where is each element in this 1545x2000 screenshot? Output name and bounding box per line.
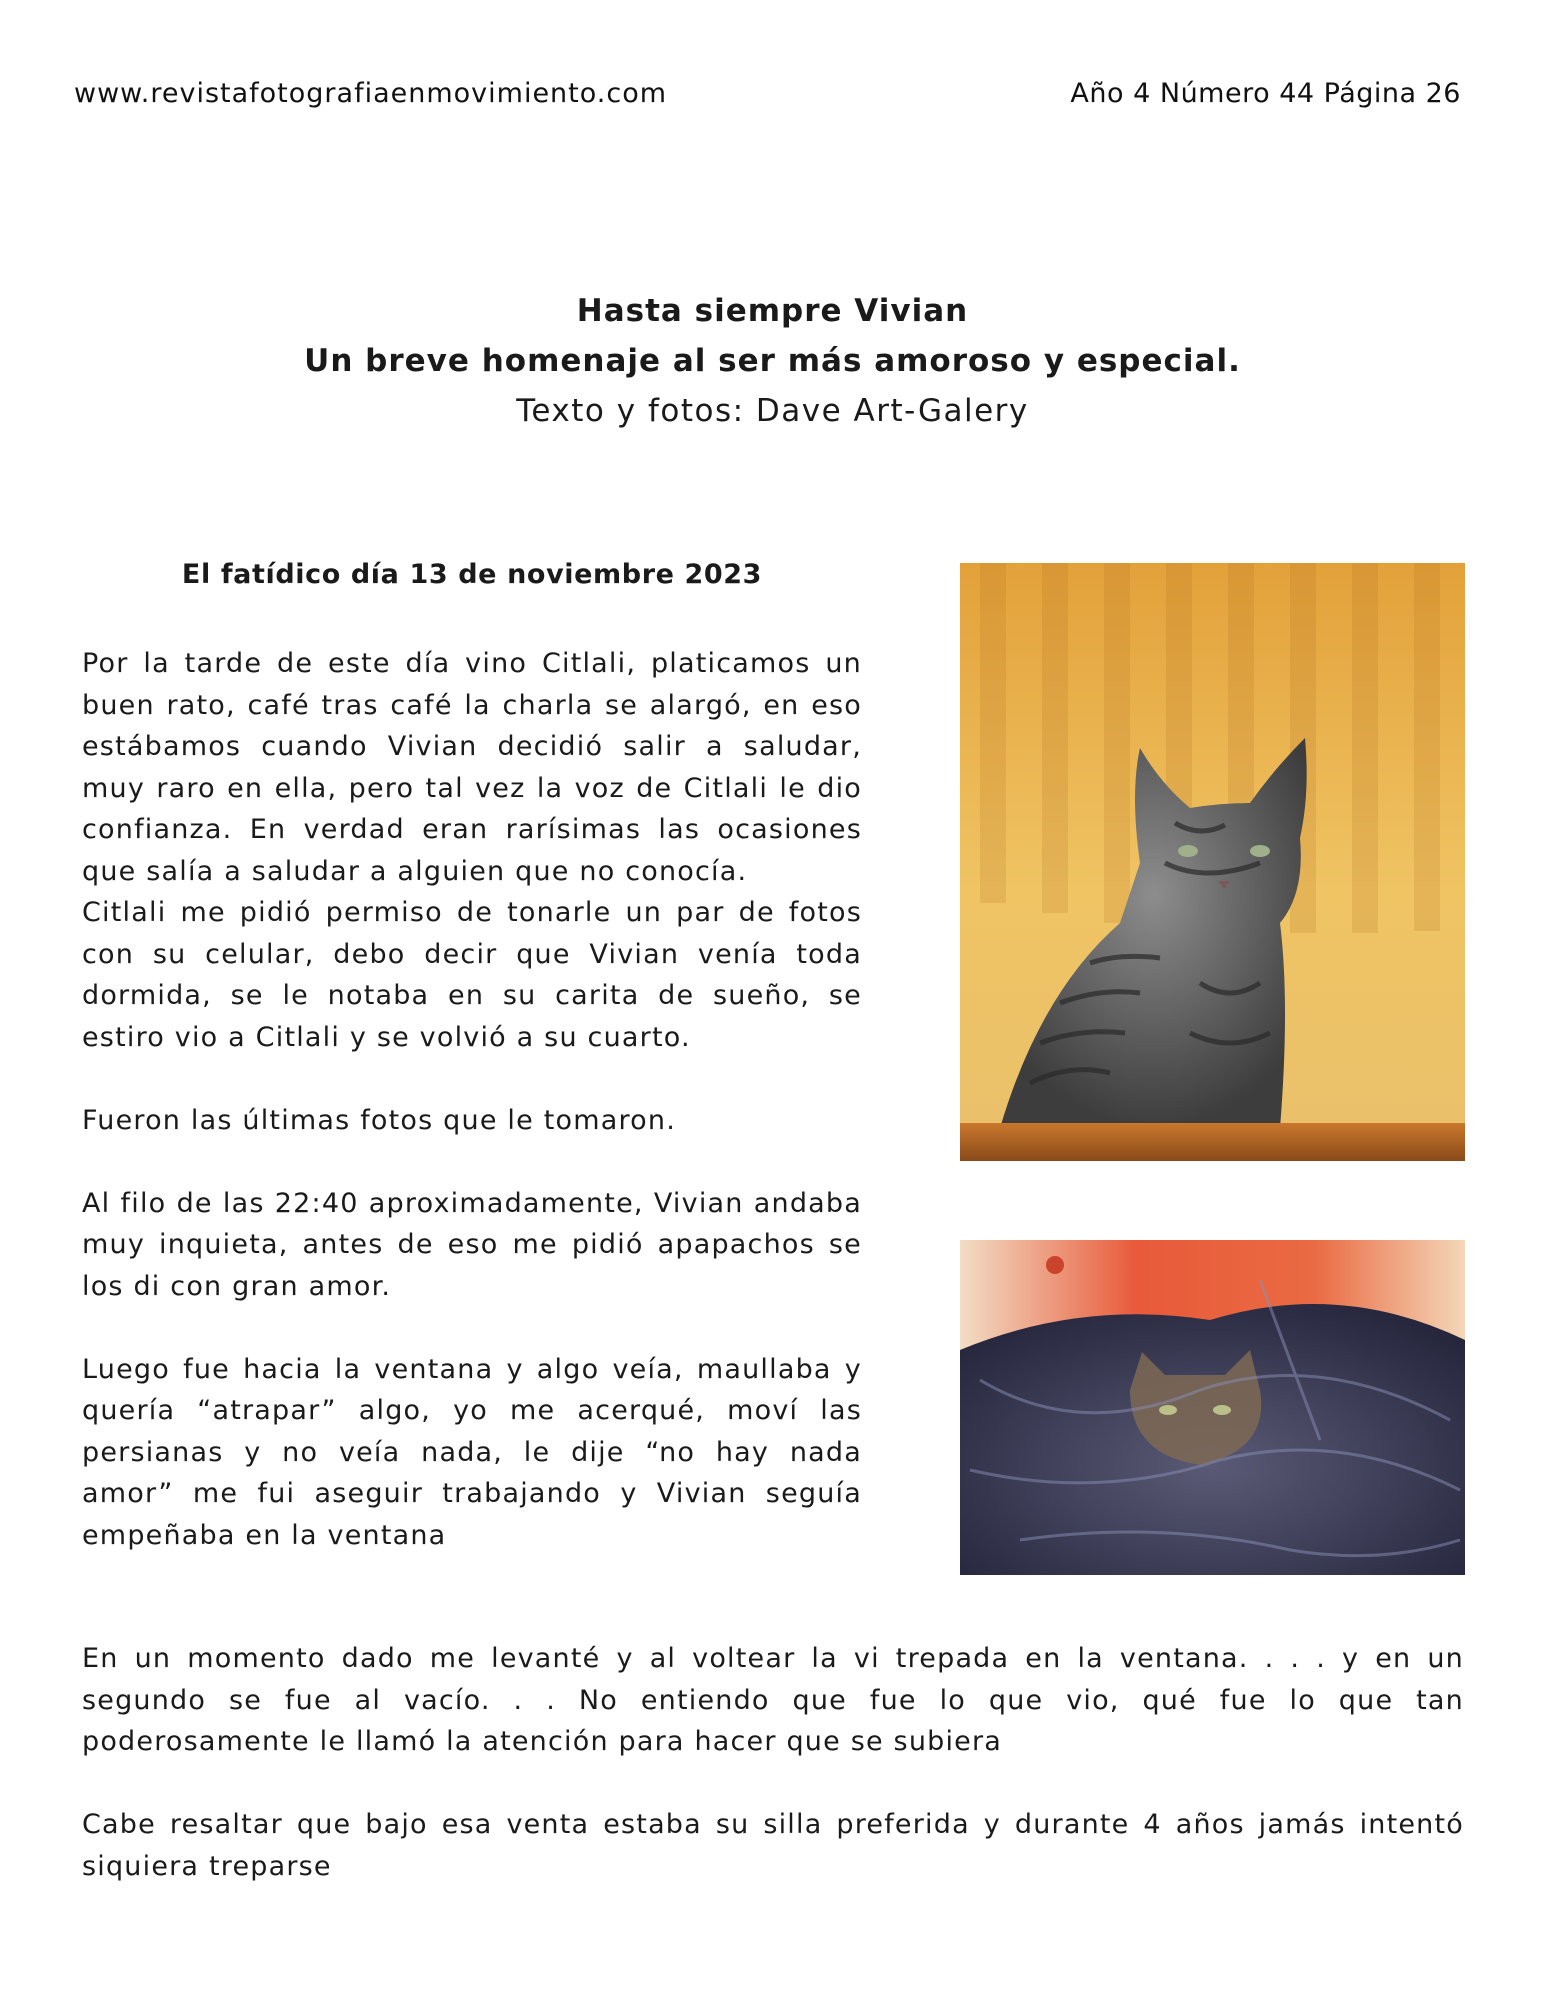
website-url[interactable]: www.revistafotografiaenmovimiento.com bbox=[74, 78, 668, 109]
paragraph: Luego fue hacia la ventana y algo veía, maullaba y quería “atrapar” algo, yo me acerqué, moví las persianas y no veía nada, le dije “no hay nada amor” me fui aseguir trabajando y Vivian seguía empeñaba en la ventana bbox=[82, 1353, 862, 1551]
paragraph: Al filo de las 22:40 aproximadamente, Vivian andaba muy inquieta, antes de eso me pidió apapachos se los di con gran amor. bbox=[82, 1187, 862, 1302]
paragraph: Cabe resaltar que bajo esa venta estaba su silla preferida y durante 4 años jamás intentó siquiera treparse bbox=[82, 1809, 1464, 1882]
paragraph: En un momento dado me levanté y al voltear la vi trepada en la ventana. . . . y en un segundo se fue al vacío. . . No entiendo que fue lo que vio, qué fue lo que tan poderosamente le llamó la atención para hacer que se subiera bbox=[82, 1643, 1464, 1757]
tabby-cat-under-organza-photo bbox=[960, 1240, 1465, 1575]
article-title: Hasta siempre Vivian bbox=[576, 293, 969, 329]
section-heading: El fatídico día 13 de noviembre 2023 bbox=[181, 559, 763, 590]
issue-info: Año 4 Número 44 Página 26 bbox=[1070, 78, 1461, 109]
full-width-text bbox=[82, 1638, 1464, 1929]
paragraph: Citlali me pidió permiso de tonarle un par de fotos con su celular, debo decir que Vivian venía toda dormida, se le notaba en su carita de sueño, se estiro vio a Citlali y se volvió a su cuarto. bbox=[82, 897, 862, 1053]
tabby-cat-sitting-photo bbox=[960, 563, 1465, 1161]
article-credit: Texto y fotos: Dave Art-Galery bbox=[516, 393, 1029, 429]
article-subtitle: Un breve homenaje al ser más amoroso y especial. bbox=[304, 343, 1241, 379]
paragraph: Fueron las últimas fotos que le tomaron. bbox=[82, 1104, 676, 1136]
title-block bbox=[0, 286, 1545, 436]
column-text bbox=[82, 643, 862, 1598]
paragraph: Por la tarde de este día vino Citlali, platicamos un buen rato, café tras café la charla se alargó, en eso estábamos cuando Vivian decidió salir a saludar, muy raro en ella, pero tal vez la voz de Citlali le dio confianza. En verdad eran rarísimas las ocasiones que salía a saludar a alguien que no conocía. bbox=[82, 648, 862, 887]
